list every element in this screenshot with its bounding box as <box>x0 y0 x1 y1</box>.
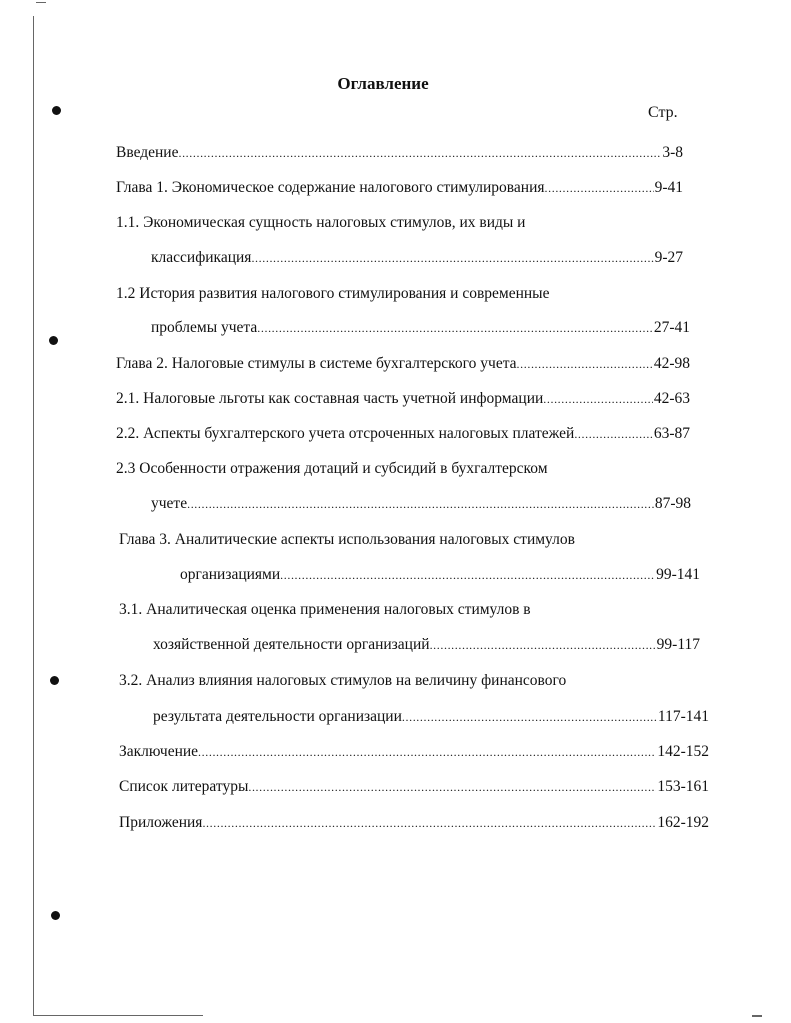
toc-entry-text: 2.2. Аспекты бухгалтерского учета отсроченных налоговых платежей <box>116 425 575 442</box>
top-edge-mark <box>36 2 46 3</box>
toc-dot-leader <box>574 423 653 445</box>
toc-entry <box>116 177 683 199</box>
toc-entry-page: 153-161 <box>657 778 709 795</box>
toc-dot-leader <box>545 177 654 199</box>
toc-dot-leader <box>202 812 656 834</box>
toc-entry-page: 42-98 <box>653 355 690 372</box>
toc-entry-page: 142-152 <box>657 743 709 760</box>
toc-dot-leader <box>198 741 656 763</box>
toc-entry-page: 9-41 <box>654 179 683 196</box>
toc-entry <box>116 353 690 375</box>
toc-dot-leader <box>251 247 653 269</box>
toc-dot-leader <box>257 317 653 339</box>
toc-entry <box>151 317 690 339</box>
punch-hole-mark <box>52 106 61 115</box>
toc-entry-page: 99-141 <box>656 566 700 583</box>
toc-dot-leader <box>248 776 656 798</box>
toc-dot-leader <box>430 634 656 656</box>
toc-entry-text: учете <box>151 495 188 512</box>
toc-entry-page: 99-117 <box>656 636 700 653</box>
toc-entry-text: 1.2 История развития налогового стимулирования и современные <box>116 285 550 302</box>
toc-entry <box>116 423 690 445</box>
toc-entry <box>151 493 691 515</box>
toc-entry-text: организациями <box>180 566 281 583</box>
toc-entry <box>119 776 709 798</box>
toc-entry-page: 9-27 <box>654 249 683 266</box>
toc-entry-text: Глава 2. Налоговые стимулы в системе бухгалтерского учета <box>116 355 517 372</box>
toc-entry <box>153 706 709 728</box>
toc-entry <box>119 741 709 763</box>
toc-entry <box>151 247 683 269</box>
toc-entry-page: 162-192 <box>657 814 709 831</box>
toc-dot-leader <box>178 142 661 164</box>
toc-entry-text: Список литературы <box>119 778 249 795</box>
toc-entry-text: 2.3 Особенности отражения дотаций и субсидий в бухгалтерском <box>116 460 548 477</box>
toc-entry-page: 3-8 <box>662 144 683 161</box>
left-margin-line <box>33 16 34 1016</box>
toc-entry <box>153 634 700 656</box>
toc-entry-text: 3.2. Анализ влияния налоговых стимулов на величину финансового <box>119 672 567 689</box>
bottom-edge-line <box>33 1015 203 1016</box>
toc-entry-page: 63-87 <box>653 425 690 442</box>
toc-dot-leader <box>517 353 653 375</box>
toc-entry-text: хозяйственной деятельности организаций <box>153 636 430 653</box>
toc-entry-text: 2.1. Налоговые льготы как составная часть учетной информации <box>116 390 544 407</box>
toc-entry-text: Приложения <box>119 814 203 831</box>
toc-entry-text: Заключение <box>119 743 199 760</box>
toc-dot-leader <box>280 564 655 586</box>
toc-entry-page: 27-41 <box>653 319 690 336</box>
punch-hole-mark <box>51 911 60 920</box>
toc-dot-leader <box>543 388 653 410</box>
toc-entry <box>116 388 690 410</box>
toc-entry-text: результата деятельности организации <box>153 708 402 725</box>
bottom-right-mark <box>752 1015 762 1017</box>
toc-dot-leader <box>402 706 657 728</box>
toc-dot-leader <box>187 493 654 515</box>
toc-entry-page: 87-98 <box>654 495 691 512</box>
toc-entry-text: Глава 1. Экономическое содержание налогового стимулирования <box>116 179 545 196</box>
toc-entry-page: 42-63 <box>653 390 690 407</box>
page-column-label: Стр. <box>648 104 678 121</box>
toc-entry-text: проблемы учета <box>151 319 258 336</box>
toc-entry-text: классификация <box>151 249 252 266</box>
toc-entry <box>180 564 700 586</box>
punch-hole-mark <box>49 336 58 345</box>
toc-entry-text: Глава 3. Аналитические аспекты использования налоговых стимулов <box>119 531 575 548</box>
toc-entry-text: 1.1. Экономическая сущность налоговых стимулов, их виды и <box>116 214 526 231</box>
page-title: Оглавление <box>337 74 429 93</box>
toc-entry-text: 3.1. Аналитическая оценка применения налоговых стимулов в <box>119 601 531 618</box>
toc-entry <box>119 812 709 834</box>
toc-entry-text: Введение <box>116 144 179 161</box>
toc-entry <box>116 142 683 164</box>
punch-hole-mark <box>50 676 59 685</box>
toc-entry-page: 117-141 <box>657 708 709 725</box>
